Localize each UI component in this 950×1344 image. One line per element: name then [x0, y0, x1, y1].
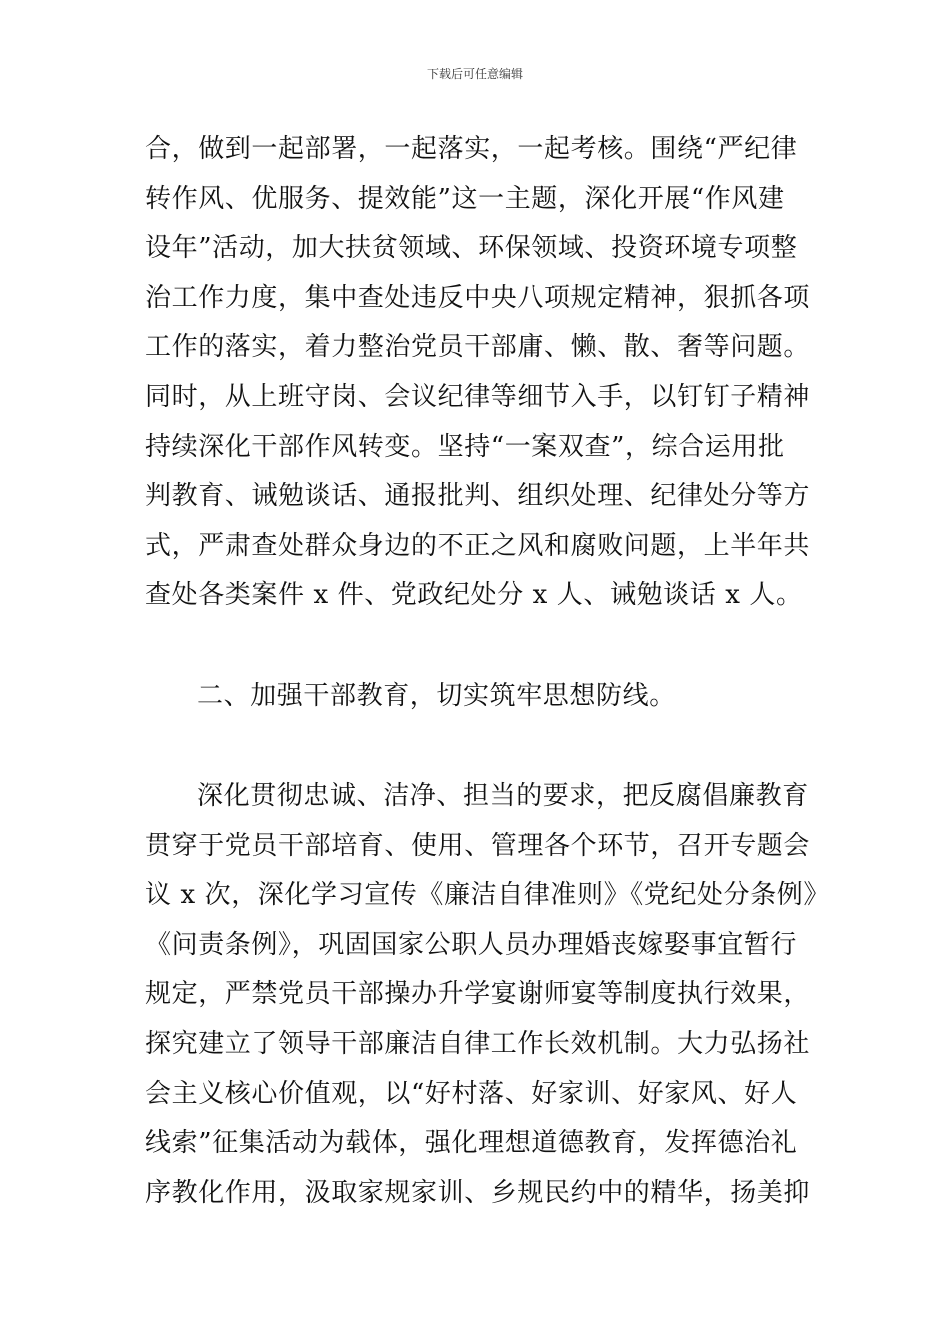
paragraph-education: [145, 772, 830, 1218]
text-line: 规定，严禁党员干部操办升学宴谢师宴等制度执行效果，: [145, 979, 811, 1010]
text-line: 持续深化干部作风转变。坚持“一案双查”，综合运用批: [145, 431, 785, 462]
text-line: 探究建立了领导干部廉洁自律工作长效机制。大力弘扬社: [145, 1028, 811, 1059]
text-line: 设年”活动，加大扶贫领域、环保领域、投资环境专项整: [145, 233, 798, 264]
text-line: 合，做到一起部署，一起落实，一起考核。围绕“严纪律: [145, 134, 798, 164]
section-heading-text: 二、加强干部教育，切实筑牢思想防线。: [197, 681, 676, 711]
text-line: 查处各类案件 x 件、党政纪处分 x 人、诫勉谈话 x 人。: [145, 580, 803, 611]
text-line: 式，严肃查处群众身边的不正之风和腐败问题，上半年共: [145, 530, 811, 561]
text-line: 会主义核心价值观，以“好村落、好家训、好家风、好人: [145, 1078, 798, 1109]
text-line: 议 x 次，深化学习宣传《廉洁自律准则》《党纪处分条例》: [145, 880, 830, 911]
text-line: 工作的落实，着力整治党员干部庸、懒、散、奢等问题。: [145, 332, 811, 363]
text-line: 治工作力度，集中查处违反中央八项规定精神，狠抓各项: [145, 282, 811, 313]
section-heading: [145, 672, 810, 722]
text-line: 转作风、优服务、提效能”这一主题，深化开展“作风建: [145, 183, 785, 214]
page-header: 下载后可任意编辑: [426, 67, 523, 81]
text-line: 贯穿于党员干部培育、使用、管理各个环节，召开专题会: [145, 830, 811, 861]
paragraph-discipline: [145, 125, 810, 621]
text-line: 深化贯彻忠诚、洁净、担当的要求，把反腐倡廉教育: [197, 781, 809, 811]
text-line: 同时，从上班守岗、会议纪律等细节入手，以钉钉子精神: [145, 381, 811, 412]
text-line: 判教育、诫勉谈话、通报批判、组织处理、纪律处分等方: [145, 481, 811, 512]
text-line: 线索”征集活动为载体，强化理想道德教育，发挥德治礼: [145, 1128, 798, 1159]
text-line: 《问责条例》，巩固国家公职人员办理婚丧嫁娶事宜暂行: [145, 929, 798, 960]
text-line: 序教化作用，汲取家规家训、乡规民约中的精华，扬美抑: [145, 1177, 811, 1208]
